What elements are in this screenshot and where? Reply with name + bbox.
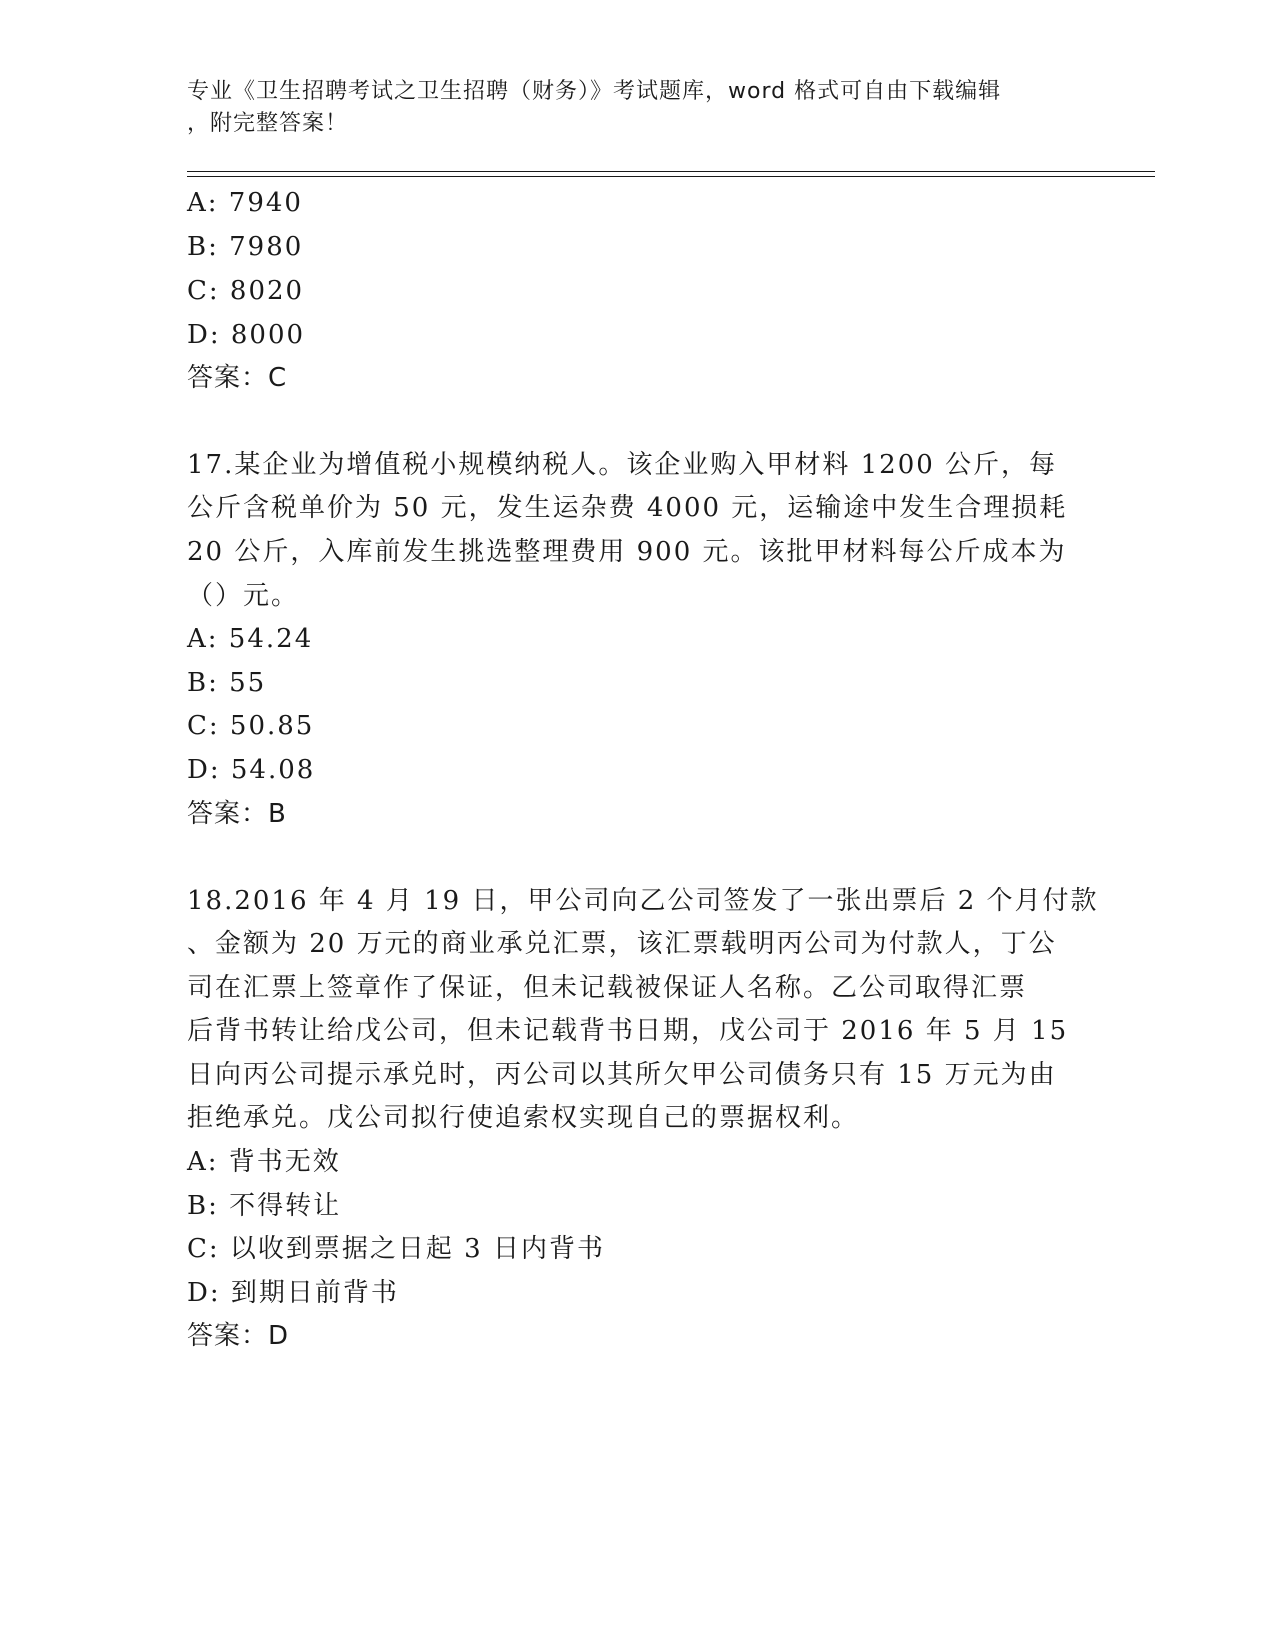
option-d: D: 到期日前背书: [187, 1278, 399, 1308]
option-d: D: 54.08: [187, 755, 316, 785]
header-title-line-1: 专业《卫生招聘考试之卫生招聘（财务）》考试题库，word 格式可自由下载编辑: [187, 79, 1002, 104]
option-c: C: 以收到票据之日起 3 日内背书: [187, 1234, 605, 1264]
option-b: B: 7980: [187, 232, 304, 262]
option-a: A: 54.24: [187, 624, 314, 654]
header-rule-bottom: [187, 176, 1155, 177]
option-c: C: 50.85: [187, 711, 315, 741]
answer: 答案：C: [187, 363, 288, 393]
question-text-line: 18.2016 年 4 月 19 日，甲公司向乙公司签发了一张出票后 2 个月付款: [187, 886, 1099, 916]
option-b: B: 55: [187, 668, 267, 698]
header-rule-top: [187, 171, 1155, 172]
question-text-line: （）元。: [187, 581, 300, 611]
option-a: A: 7940: [187, 188, 303, 218]
header-title-line-2: ，附完整答案！: [187, 111, 349, 136]
question-text-line: 17.某企业为增值税小规模纳税人。该企业购入甲材料 1200 公斤，每: [187, 450, 1058, 480]
option-c: C: 8020: [187, 276, 305, 306]
option-a: A: 背书无效: [187, 1147, 341, 1177]
answer: 答案：B: [187, 799, 287, 829]
question-text-line: 20 公斤，入库前发生挑选整理费用 900 元。该批甲材料每公斤成本为: [187, 537, 1067, 567]
question-text-line: 、金额为 20 万元的商业承兑汇票，该汇票载明丙公司为付款人，丁公: [187, 929, 1057, 959]
option-d: D: 8000: [187, 320, 306, 350]
question-text-line: 日向丙公司提示承兑时，丙公司以其所欠甲公司债务只有 15 万元为由: [187, 1060, 1057, 1090]
option-b: B: 不得转让: [187, 1191, 342, 1221]
answer: 答案：D: [187, 1321, 290, 1351]
question-text-line: 司在汇票上签章作了保证，但未记载被保证人名称。乙公司取得汇票: [187, 973, 1028, 1003]
question-text-line: 公斤含税单价为 50 元，发生运杂费 4000 元，运输途中发生合理损耗: [187, 493, 1068, 523]
question-text-line: 拒绝承兑。戊公司拟行使追索权实现自己的票据权利。: [187, 1103, 860, 1133]
question-text-line: 后背书转让给戊公司，但未记载背书日期，戊公司于 2016 年 5 月 15: [187, 1016, 1069, 1046]
